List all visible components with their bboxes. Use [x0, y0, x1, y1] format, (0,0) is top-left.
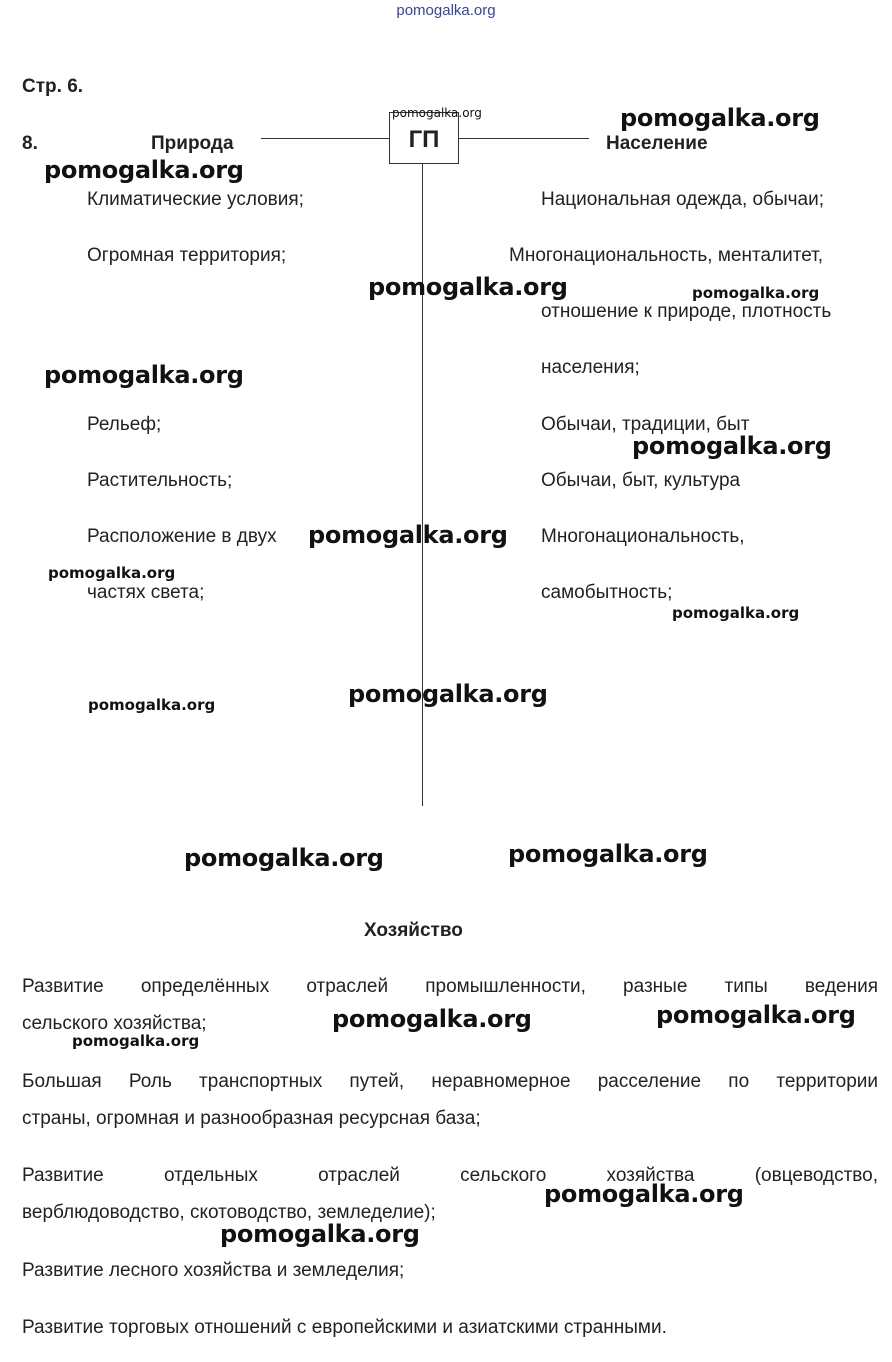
connector-down-line	[422, 164, 423, 806]
economy-item	[22, 1309, 878, 1346]
watermark: pomogalka.org	[672, 604, 800, 622]
watermark: pomogalka.org	[184, 844, 384, 872]
nature-item: частях света;	[87, 582, 205, 603]
population-item: Многонациональность,	[541, 526, 745, 547]
watermark: pomogalka.org	[220, 1220, 420, 1248]
watermark: pomogalka.org	[44, 156, 244, 184]
task-number: 8.	[22, 133, 38, 154]
economy-item-line: верблюдоводство, скотоводство, земледелие);	[22, 1202, 436, 1223]
economy-item-line: Развитие отдельных отраслей сельского хозяйства (овцеводство,	[22, 1165, 878, 1186]
watermark: pomogalka.org	[368, 273, 568, 301]
economy-item-line: Развитие торговых отношений с европейскими и азиатскими странными.	[22, 1317, 667, 1338]
page-label: Стр. 6.	[22, 76, 84, 97]
nature-item: Климатические условия;	[87, 189, 304, 210]
population-item: Национальная одежда, обычаи;	[541, 189, 824, 210]
population-item: Многонациональность, менталитет,	[509, 245, 824, 266]
economy-heading: Хозяйство	[364, 920, 463, 941]
economy-item	[22, 1252, 878, 1289]
watermark: pomogalka.org	[632, 432, 832, 460]
site-header-watermark: pomogalka.org	[396, 2, 496, 19]
economy-item-line: Развитие лесного хозяйства и земледелия;	[22, 1260, 405, 1281]
economy-item-line: страны, огромная и разнообразная ресурсная база;	[22, 1108, 481, 1129]
population-heading: Население	[606, 133, 708, 154]
watermark: pomogalka.org	[544, 1180, 744, 1208]
nature-item: Расположение в двух	[87, 526, 277, 547]
population-item: населения;	[541, 357, 640, 378]
watermark: pomogalka.org	[508, 840, 708, 868]
population-item: Обычаи, быт, культура	[541, 470, 741, 491]
economy-item-line: Развитие определённых отраслей промышленности, разные типы ведения	[22, 976, 878, 997]
nature-item: Огромная территория;	[87, 245, 287, 266]
nature-item: Растительность;	[87, 470, 233, 491]
population-item: самобытность;	[541, 582, 673, 603]
watermark: pomogalka.org	[308, 521, 508, 549]
watermark: pomogalka.org	[692, 284, 820, 302]
watermark: pomogalka.org	[392, 106, 482, 120]
nature-heading: Природа	[151, 133, 234, 154]
watermark: pomogalka.org	[348, 680, 548, 708]
watermark: pomogalka.org	[44, 361, 244, 389]
connector-right-line	[459, 138, 589, 139]
nature-item: Рельеф;	[87, 414, 162, 435]
population-item: Обычаи, традиции, быт	[541, 414, 750, 435]
connector-left-line	[261, 138, 389, 139]
watermark: pomogalka.org	[48, 564, 176, 582]
watermark: pomogalka.org	[332, 1005, 532, 1033]
economy-item	[22, 1063, 878, 1137]
economy-item-line: Большая Роль транспортных путей, неравномерное расселение по территории	[22, 1071, 878, 1092]
economy-item-line: сельского хозяйства;	[22, 1013, 207, 1034]
watermark: pomogalka.org	[656, 1001, 856, 1029]
watermark: pomogalka.org	[620, 104, 820, 132]
population-item: отношение к природе, плотность	[541, 301, 832, 322]
center-label: ГП	[408, 126, 440, 153]
watermark: pomogalka.org	[72, 1032, 200, 1050]
watermark: pomogalka.org	[88, 696, 216, 714]
economy-item	[22, 1157, 878, 1231]
